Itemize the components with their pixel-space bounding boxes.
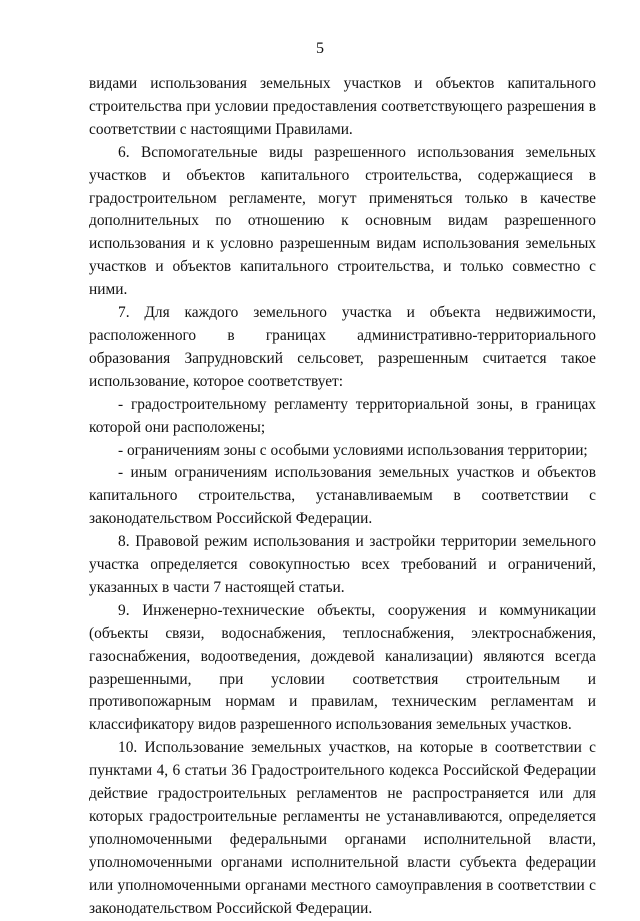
paragraph-item-6: 6. Вспомогательные виды разрешенного использования земельных участков и объектов капитального строительства, содержащиеся в градостроительном регламенте, могут применяться только в качестве дополнительных по отношению к основным видам разрешенного использования и к условно разрешенным видам использования земельных участков и объектов капитального строительства, и только совместно с ними.: [89, 143, 596, 299]
paragraph-item-9: 9. Инженерно-технические объекты, сооружения и коммуникации (объекты связи, водоснабжения, теплоснабжения, электроснабжения, газоснабжения, водоотведения, дождевой канализации) являются всегда разрешенными, при условии соответствия строительным и противопожарным нормам и правилам, техническим регламентам и классификатору видов разрешенного использования земельных участков.: [89, 601, 596, 734]
list-item-zone-restrictions: - ограничениям зоны с особыми условиями использования территории;: [118, 441, 588, 459]
paragraph-item-8: 8. Правовой режим использования и застройки территории земельного участка определяется совокупностью всех требований и ограничений, указанных в части 7 настоящей статьи.: [89, 533, 596, 596]
document-body: [89, 73, 596, 921]
paragraph-item-7: 7. Для каждого земельного участка и объекта недвижимости, расположенного в границах административно-территориального образования Запрудновский сельсовет, разрешенным считается такое использование, которое соответствует:: [89, 304, 596, 390]
paragraph-continuation: видами использования земельных участков и объектов капитального строительства при условии предоставления соответствующего разрешения в соответствии с настоящими Правилами.: [89, 75, 596, 138]
list-item-regulation: - градостроительному регламенту территориальной зоны, в границах которой они расположены;: [89, 395, 596, 436]
paragraph-item-10: 10. Использование земельных участков, на которые в соответствии с пунктами 4, 6 статьи 36 Градостроительного кодекса Российской Федерации действие градостроительных регламентов не распространяется или для которых градостроительные регламенты не устанавливаются, определяется уполномоченными федеральными органами исполнительной власти, уполномоченными органами исполнительной власти субъекта федерации или уполномоченными органами местного самоуправления в соответствии с законодательством Российской Федерации.: [89, 739, 596, 917]
page-number: 5: [316, 40, 324, 57]
list-item-other-restrictions: - иным ограничениям использования земельных участков и объектов капитального строительства, устанавливаемым в соответствии с законодательством Российской Федерации.: [89, 464, 596, 528]
